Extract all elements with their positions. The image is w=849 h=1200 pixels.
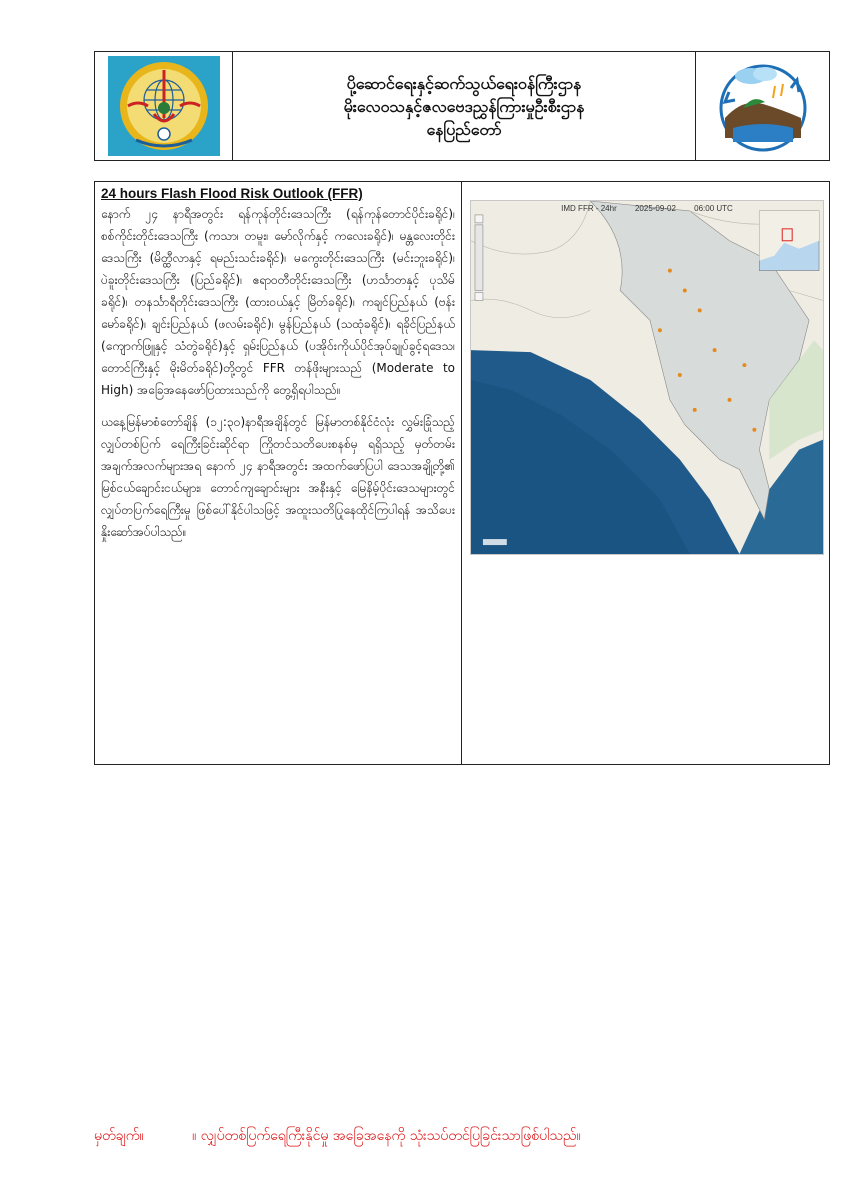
content-table xyxy=(94,181,830,765)
header-table xyxy=(94,51,830,161)
map-canvas xyxy=(471,201,823,554)
scale-bar xyxy=(483,539,507,545)
department-title: မိုးလေဝသနှင့်ဇလဗေဒညွှန်ကြားမှုဦးစီးဌာန xyxy=(343,96,585,116)
inset-locator-map xyxy=(759,211,819,271)
right-logo-cell xyxy=(696,52,829,160)
ministry-title: ပို့ဆောင်ရေးနှင့်ဆက်သွယ်ရေးဝန်ကြီးဌာန xyxy=(346,73,582,93)
footer-label: မှတ်ချက်။ xyxy=(94,1128,144,1144)
hydrological-cycle-logo xyxy=(713,58,813,154)
outlook-text-cell xyxy=(95,182,462,764)
footer-note-text: ။ လျှပ်တစ်ပြက်ရေကြီးနိုင်မှု အခြေအနေကို သုံးသပ်တင်ပြခြင်းသာဖြစ်ပါသည်။ xyxy=(192,1128,581,1144)
map-date-label: 2025-09-02 xyxy=(634,204,676,213)
section-heading: 24 hours Flash Flood Risk Outlook (FFR) xyxy=(101,186,363,201)
map-cell xyxy=(462,182,829,764)
title-cell xyxy=(233,52,696,160)
risk-areas-paragraph: နောက် ၂၄ နာရီအတွင်း ရန်ကုန်တိုင်းဒေသကြီး (ရန်ကုန်တောင်ပိုင်းခရိုင်)၊ စစ်ကိုင်းတိုင်းဒေသကြီး (ကသာ၊ တမူး၊ မော်လိုက်နှင့် ကလေးခရိုင်)၊ မန္တလေးတိုင်းဒေသကြီး (မိတ္ထီလာနှင့် ရမည်းသင်းခရိုင်)၊ မကွေးတိုင်းဒေသကြီး (မင်းဘူးခရိုင်)၊ ပဲခူးတိုင်းဒေသကြီး (ပြည်ခရိုင်)၊ ဧရာဝတီတိုင်းဒေသကြီး (ဟင်္သာတနှင့် ပုသိမ်ခရိုင်)၊ တနင်္သာရီတိုင်းဒေသကြီး (ထားဝယ်နှင့် မြိတ်ခရိုင်)၊ ကချင်ပြည်နယ် (ဗန်းမော်ခရိုင်)၊ ချင်းပြည်နယ် (ဖလမ်းခရိုင်)၊ မွန်ပြည်နယ် (သထုံခရိုင်)၊ ရခိုင်ပြည်နယ် (ကျောက်ဖြူနှင့် သံတွဲခရိုင်)နှင့် ရှမ်းပြည်နယ် (ပအိုဝ်းကိုယ်ပိုင်အုပ်ချုပ်ခွင့်ရဒေသ၊ တောင်ကြီးနှင့် မိုးမိတ်ခရိုင်)တို့တွင် FFR တန်ဖိုးများသည် (Moderate to High) အခြေအနေဖော်ပြထားသည်ကို တွေ့ရှိရပါသည်။ xyxy=(101,207,455,397)
footer-note xyxy=(94,1126,830,1147)
map-product-label: IMD FFR - 24hr xyxy=(561,204,617,213)
map-time-label: 06:00 UTC xyxy=(694,204,733,213)
left-logo-cell xyxy=(95,52,233,160)
advisory-paragraph: ယနေ့မြန်မာစံတော်ချိန် (၁၂:၃၀)နာရီအချိန်တွင် မြန်မာတစ်နိုင်ငံလုံး လွှမ်းခြုံသည့် လျှပ်တစ်ပြက် ရေကြီးခြင်းဆိုင်ရာ ကြိုတင်သတိပေးစနစ်မှ ရရှိသည့် မှတ်တမ်းအချက်အလက်များအရ နောက် ၂၄ နာရီအတွင်း အထက်ဖော်ပြပါ ဒေသအချို့တို့၏ မြစ်ငယ်ချောင်းငယ်များ၊ တောင်ကျချောင်းများ အနီးနှင့် မြေနိမ့်ပိုင်းဒေသများတွင် လျှပ်တပြက်ရေကြီးမှု ဖြစ်ပေါ်နိုင်ပါသဖြင့် အထူးသတိပြုနေထိုင်ကြပါရန် အသိပေးနှိုးဆော်အပ်ပါသည်။ xyxy=(101,415,455,539)
location-title: နေပြည်တော် xyxy=(426,119,502,139)
zoom-controls xyxy=(475,215,483,301)
map-caption xyxy=(471,204,823,213)
department-emblem-logo xyxy=(108,56,220,156)
ffr-map[interactable] xyxy=(470,200,824,555)
